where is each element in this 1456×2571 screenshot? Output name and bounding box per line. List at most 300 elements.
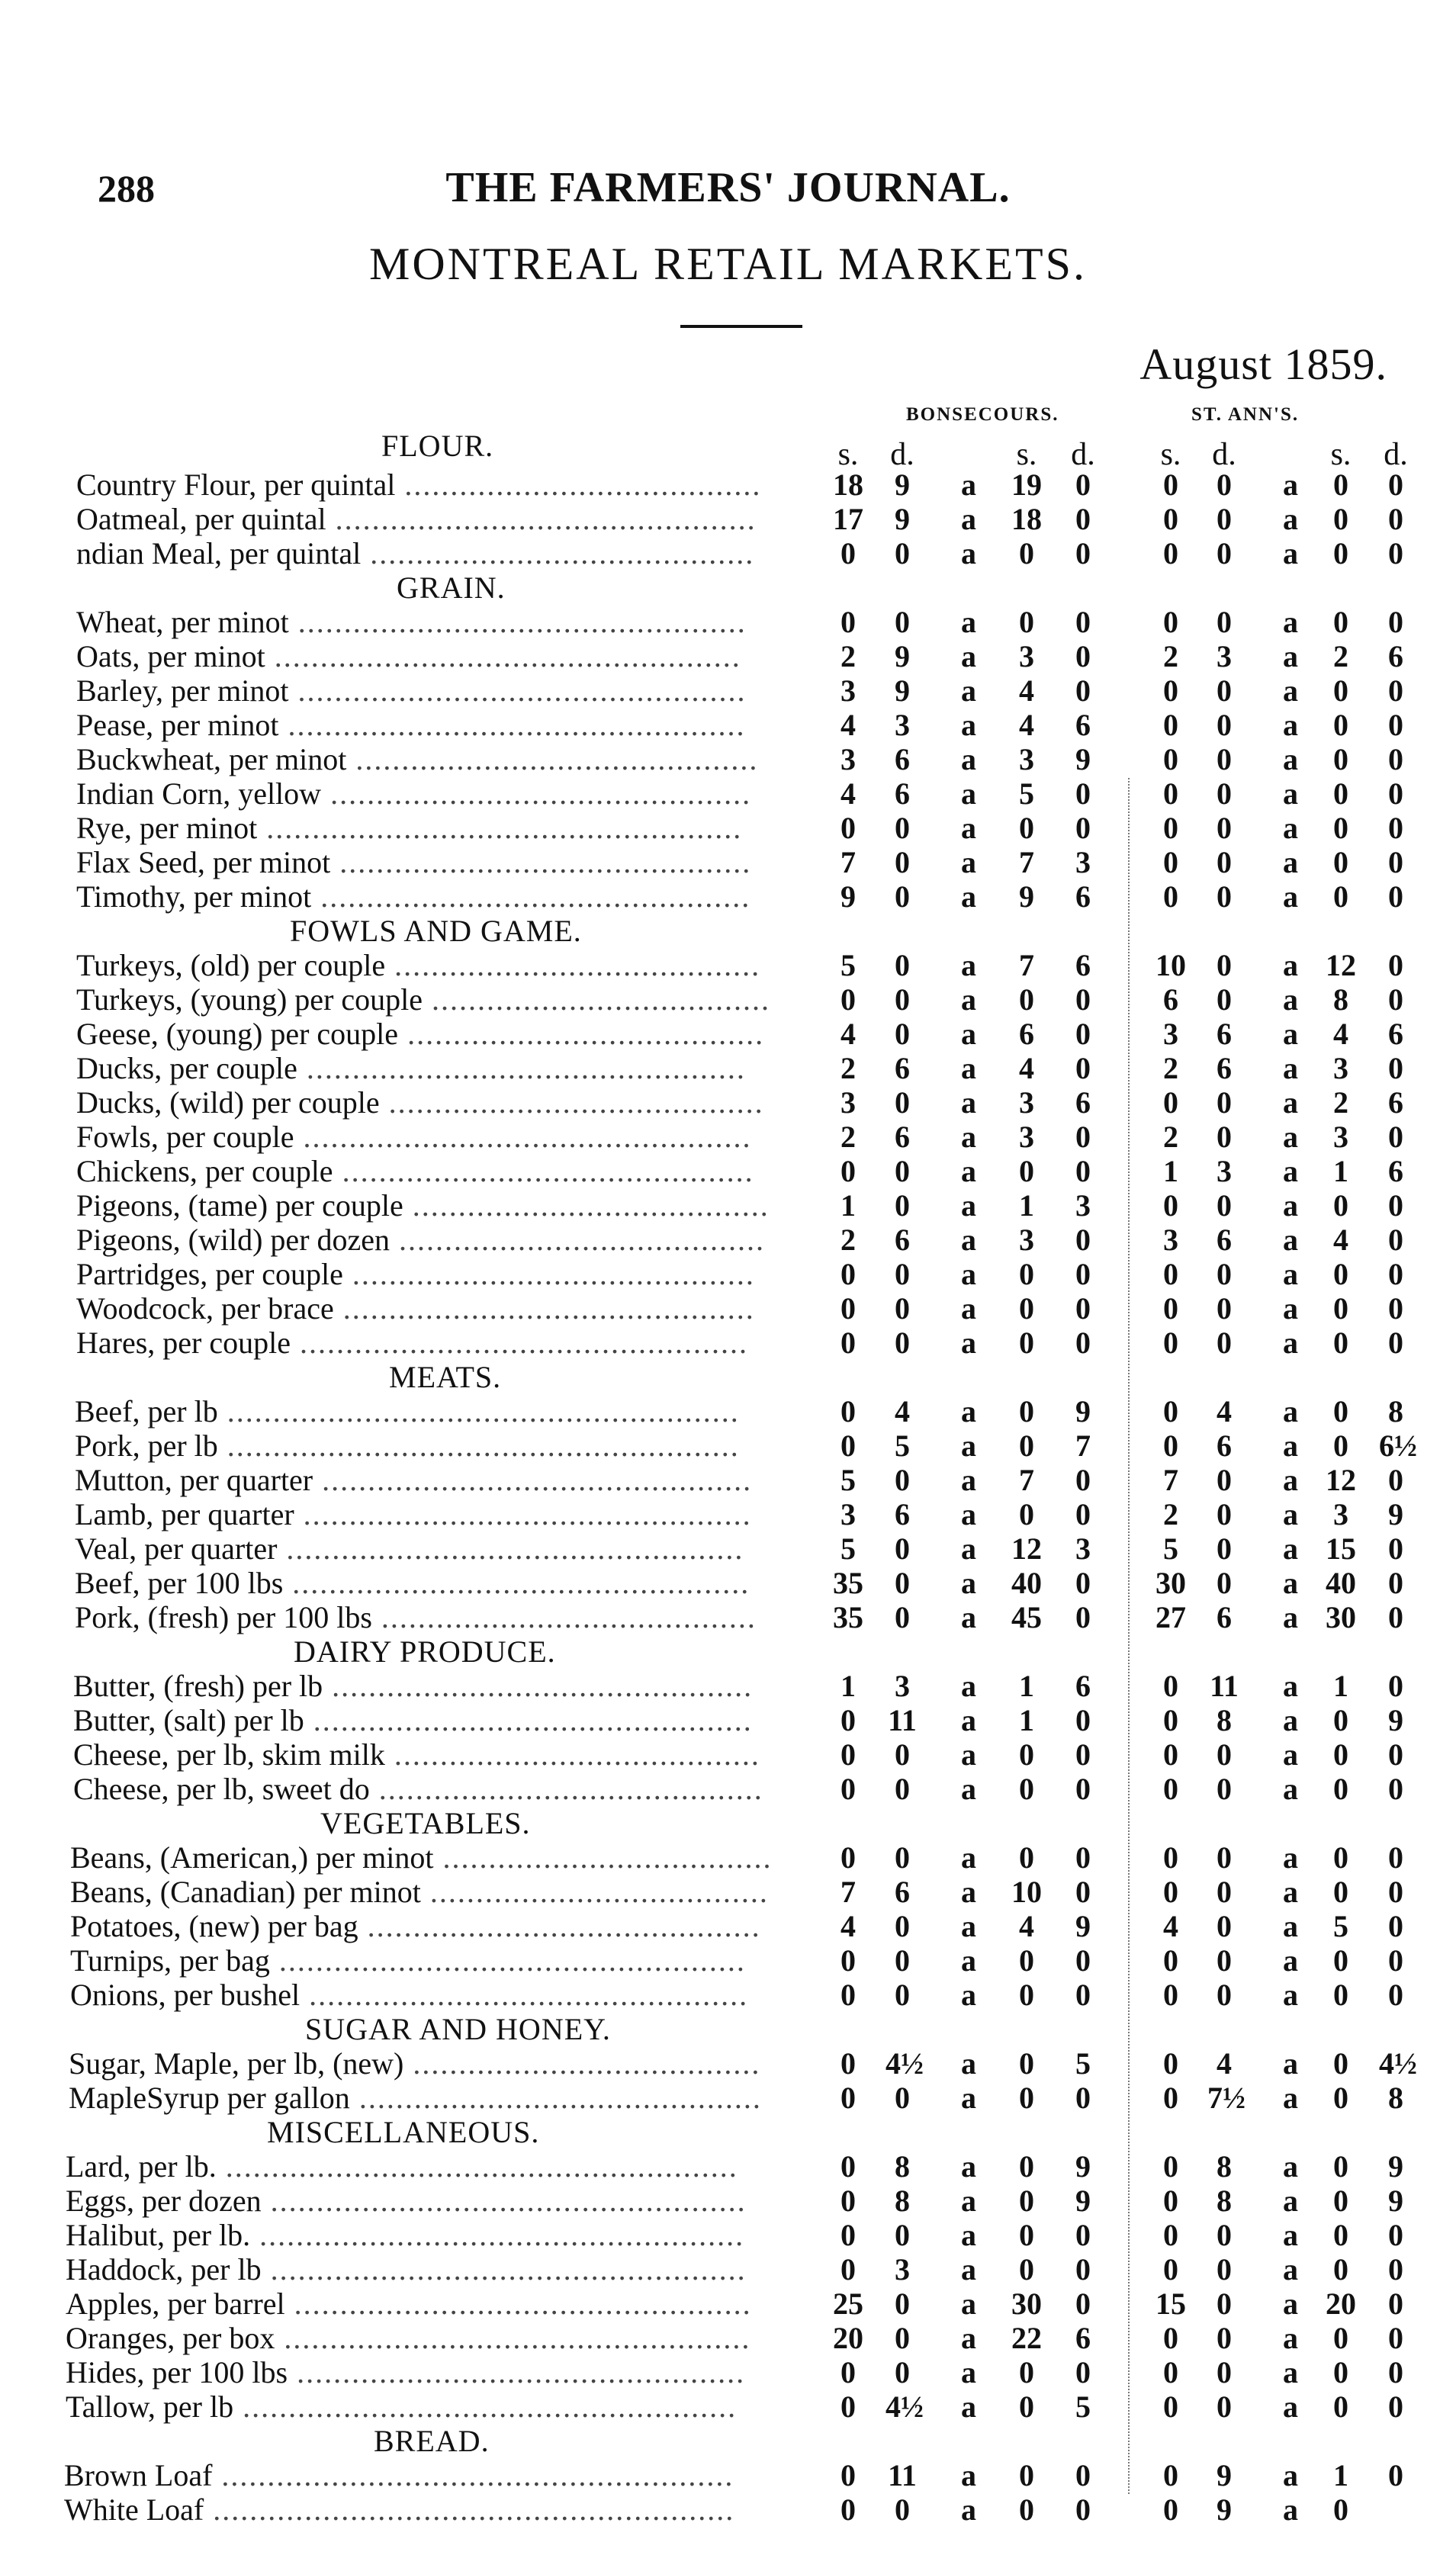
range-separator: a [1283, 1188, 1298, 1223]
price-cell: 3 [1019, 639, 1034, 673]
price-cell: 0 [840, 1154, 856, 1188]
price-cell: 2 [1163, 1120, 1178, 1154]
market-title: MONTREAL RETAIL MARKETS. [368, 239, 1088, 289]
price-cell: 0 [1019, 2355, 1034, 2389]
price-cell: 0 [1163, 1291, 1178, 1326]
price-cell: 0 [1163, 1840, 1178, 1875]
table-row [0, 1840, 1456, 1875]
price-cell: 0 [1075, 1051, 1091, 1085]
dot-leader: ........................................................ [217, 1429, 740, 1463]
price-cell: 12 [1011, 1531, 1042, 1566]
range-separator: a [961, 1463, 976, 1497]
table-row [0, 2184, 1456, 2218]
item-name: MapleSyrup per gallon [69, 2081, 350, 2115]
price-cell: 7 [840, 845, 856, 879]
section-heading: GRAIN. [397, 570, 506, 605]
price-cell: 0 [1388, 1566, 1403, 1600]
dot-leader: .................................................... [261, 2252, 747, 2287]
dot-leader: .................................................... [261, 2184, 747, 2218]
price-cell: 0 [1217, 742, 1232, 776]
item-name: Ducks, (wild) per couple [76, 1085, 380, 1120]
dot-leader: .................................................. [284, 2287, 752, 2321]
item-label [75, 1394, 740, 1429]
dot-leader: .................................................. [278, 708, 746, 742]
price-cell: 9 [895, 639, 910, 673]
price-cell: 0 [895, 1326, 910, 1360]
item-label [66, 2252, 747, 2287]
price-cell: 0 [1075, 1154, 1091, 1188]
dot-leader: .................................................... [257, 811, 743, 845]
section-heading: MISCELLANEOUS. [267, 2115, 540, 2149]
price-cell: 0 [1163, 1737, 1178, 1772]
price-cell: 4 [1217, 2046, 1232, 2081]
range-separator: a [961, 1188, 976, 1223]
price-cell: 0 [1333, 1429, 1348, 1463]
range-separator: a [1283, 1875, 1298, 1909]
price-cell: 0 [1019, 1978, 1034, 2012]
table-row [0, 1875, 1456, 1909]
table-row [0, 1943, 1456, 1978]
price-cell: 0 [1075, 1875, 1091, 1909]
table-row [0, 1394, 1456, 1429]
price-cell: 0 [1163, 1703, 1178, 1737]
price-cell: 0 [1333, 1291, 1348, 1326]
price-cell: 6 [1388, 1085, 1403, 1120]
range-separator: a [1283, 1394, 1298, 1429]
range-separator: a [1283, 2184, 1298, 2218]
price-cell: 0 [1388, 468, 1403, 502]
price-cell: 0 [1388, 2458, 1403, 2492]
unit-label: s. [837, 437, 859, 472]
dot-leader: .................................... [433, 1840, 773, 1875]
price-cell: 19 [1011, 468, 1042, 502]
table-row [0, 1566, 1456, 1600]
item-label [64, 2492, 734, 2527]
price-cell: 1 [1333, 1154, 1348, 1188]
price-cell: 0 [1333, 2149, 1348, 2184]
price-cell: 0 [840, 2149, 856, 2184]
price-cell: 8 [1333, 982, 1348, 1017]
price-cell: 0 [895, 1531, 910, 1566]
range-separator: a [1283, 1463, 1298, 1497]
price-cell: 0 [1163, 468, 1178, 502]
range-separator: a [961, 2458, 976, 2492]
item-name: Eggs, per dozen [66, 2184, 262, 2218]
price-cell: 4 [895, 1394, 910, 1429]
item-label [75, 1600, 757, 1634]
price-cell: 0 [1163, 673, 1178, 708]
price-cell: 0 [1163, 1188, 1178, 1223]
unit-label: d. [1071, 437, 1095, 472]
price-cell: 0 [840, 1943, 856, 1978]
price-cell: 0 [1019, 2149, 1034, 2184]
item-name: Pease, per minot [76, 708, 279, 742]
price-cell: 0 [1163, 1429, 1178, 1463]
price-cell: 0 [1163, 1772, 1178, 1806]
price-cell: 30 [1011, 2287, 1042, 2321]
price-cell: 6 [895, 1051, 910, 1085]
range-separator: a [961, 1223, 976, 1257]
price-cell: 0 [1388, 1051, 1403, 1085]
price-cell: 0 [1388, 845, 1403, 879]
price-cell: 0 [840, 1257, 856, 1291]
price-cell: 0 [895, 2218, 910, 2252]
price-cell: 0 [840, 536, 856, 570]
item-label [75, 1429, 740, 1463]
price-cell: 0 [1333, 2321, 1348, 2355]
dot-leader: ........................................................ [216, 2149, 738, 2184]
price-cell: 3 [1075, 1188, 1091, 1223]
item-name: Buckwheat, per minot [76, 742, 347, 776]
price-cell: 6 [1075, 948, 1091, 982]
table-row [0, 2218, 1456, 2252]
price-cell: 9 [895, 468, 910, 502]
item-label [76, 1223, 765, 1257]
range-separator: a [961, 1051, 976, 1085]
range-separator: a [1283, 1840, 1298, 1875]
range-separator: a [961, 639, 976, 673]
price-cell: 0 [895, 879, 910, 914]
price-cell: 0 [1333, 2218, 1348, 2252]
range-separator: a [961, 1326, 976, 1360]
dot-leader: ......................................................... [204, 2492, 735, 2527]
price-cell: 6 [1163, 982, 1178, 1017]
item-label [76, 1326, 748, 1360]
price-cell: 1 [1019, 1188, 1034, 1223]
price-cell: 22 [1011, 2321, 1042, 2355]
price-cell: 6 [1388, 1154, 1403, 1188]
price-cell: 0 [895, 1257, 910, 1291]
price-cell: 0 [1163, 502, 1178, 536]
section-heading: BREAD. [374, 2424, 490, 2458]
range-separator: a [961, 502, 976, 536]
dot-leader: ........................................... [358, 1909, 761, 1943]
price-cell: 0 [840, 2252, 856, 2287]
item-label [76, 673, 746, 708]
range-separator: a [1283, 1085, 1298, 1120]
item-label [75, 1531, 744, 1566]
price-cell: 20 [833, 2321, 863, 2355]
price-cell: 7 [1019, 845, 1034, 879]
table-row [0, 1085, 1456, 1120]
price-cell: 0 [1388, 1737, 1403, 1772]
table-row [0, 1703, 1456, 1737]
item-label [69, 2046, 760, 2081]
table-row [0, 1257, 1456, 1291]
item-name: Oatmeal, per quintal [76, 502, 326, 536]
journal-title: THE FARMERS' JOURNAL. [445, 164, 1011, 211]
item-label [76, 502, 757, 536]
price-cell: 0 [1163, 742, 1178, 776]
range-separator: a [961, 1497, 976, 1531]
table-row [0, 673, 1456, 708]
price-cell: 3 [895, 708, 910, 742]
price-cell: 9 [1075, 2184, 1091, 2218]
price-cell: 3 [1163, 1223, 1178, 1257]
price-cell: 0 [840, 1840, 856, 1875]
range-separator: a [1283, 845, 1298, 879]
price-cell: 4 [840, 1017, 856, 1051]
price-cell: 0 [1217, 2321, 1232, 2355]
price-cell: 0 [1075, 502, 1091, 536]
price-cell: 0 [895, 536, 910, 570]
price-cell: 0 [1333, 468, 1348, 502]
price-cell: 6 [1217, 1051, 1232, 1085]
price-cell: 0 [1333, 2389, 1348, 2424]
range-separator: a [1283, 2081, 1298, 2115]
item-name: Woodcock, per brace [76, 1291, 334, 1326]
item-label [70, 1943, 746, 1978]
price-cell: 0 [1075, 1463, 1091, 1497]
item-label [66, 2287, 752, 2321]
item-label [70, 1875, 769, 1909]
market-header-bonsecours: BONSECOURS. [906, 404, 1059, 425]
price-cell: 3 [840, 1085, 856, 1120]
item-label [76, 845, 751, 879]
price-cell: 6 [1388, 639, 1403, 673]
table-row [0, 2287, 1456, 2321]
item-name: Oranges, per box [66, 2321, 275, 2355]
range-separator: a [1283, 1669, 1298, 1703]
table-row [0, 1154, 1456, 1188]
price-cell: 0 [1388, 742, 1403, 776]
item-name: Tallow, per lb [66, 2389, 234, 2424]
price-cell: 0 [1163, 776, 1178, 811]
price-cell: 0 [895, 1737, 910, 1772]
dot-leader: ........................................................ [217, 1394, 740, 1429]
price-cell: 9 [1388, 2184, 1403, 2218]
price-cell: 0 [1075, 673, 1091, 708]
price-cell: 5 [1333, 1909, 1348, 1943]
price-cell: 0 [1388, 1600, 1403, 1634]
price-cell: 0 [840, 2046, 856, 2081]
dot-leader: ............................................. [333, 1154, 754, 1188]
unit-label: d. [1384, 437, 1408, 472]
price-cell: 2 [1163, 1051, 1178, 1085]
price-cell: 0 [1388, 536, 1403, 570]
price-cell: 0 [1333, 1875, 1348, 1909]
range-separator: a [1283, 1978, 1298, 2012]
price-cell: 0 [1075, 2252, 1091, 2287]
item-label [69, 2081, 762, 2115]
price-cell: 3 [840, 1497, 856, 1531]
price-cell: 0 [1333, 1326, 1348, 1360]
price-cell: 0 [1388, 1840, 1403, 1875]
dot-leader: .............................................. [321, 776, 752, 811]
item-label [76, 1120, 752, 1154]
price-cell: 0 [1019, 2252, 1034, 2287]
item-name: Country Flour, per quintal [76, 468, 396, 502]
price-cell: 7 [1075, 1429, 1091, 1463]
price-cell: 0 [1333, 845, 1348, 879]
price-cell: 4 [840, 708, 856, 742]
price-cell: 5 [840, 1463, 856, 1497]
price-cell: 4 [1019, 708, 1034, 742]
price-cell: 5 [1075, 2046, 1091, 2081]
table-row [0, 2081, 1456, 2115]
price-cell: 2 [840, 639, 856, 673]
item-name: Barley, per minot [76, 673, 289, 708]
item-label [76, 536, 754, 570]
item-label [75, 1566, 750, 1600]
price-cell: 0 [1075, 639, 1091, 673]
range-separator: a [961, 673, 976, 708]
range-separator: a [961, 1085, 976, 1120]
price-cell: 0 [1388, 1257, 1403, 1291]
range-separator: a [1283, 1497, 1298, 1531]
range-separator: a [961, 2252, 976, 2287]
price-cell: 0 [1388, 982, 1403, 1017]
price-cell: 0 [1163, 1257, 1178, 1291]
price-cell: 0 [895, 605, 910, 639]
table-row [0, 639, 1456, 673]
item-name: Beans, (Canadian) per minot [70, 1875, 421, 1909]
price-cell: 0 [1075, 811, 1091, 845]
price-cell: 0 [840, 605, 856, 639]
dot-leader: ................................................. [288, 605, 747, 639]
range-separator: a [1283, 1600, 1298, 1634]
table-row [0, 1669, 1456, 1703]
price-cell: 0 [1388, 673, 1403, 708]
price-cell: 0 [1217, 708, 1232, 742]
price-cell: 18 [1011, 502, 1042, 536]
price-cell: 0 [1333, 673, 1348, 708]
price-cell: 0 [840, 1772, 856, 1806]
price-cell: 0 [895, 1188, 910, 1223]
price-cell: 0 [1217, 2218, 1232, 2252]
price-cell: 0 [1388, 2252, 1403, 2287]
price-cell: 0 [1163, 1085, 1178, 1120]
table-row [0, 2492, 1456, 2527]
price-cell: 0 [1388, 811, 1403, 845]
item-label [76, 1085, 764, 1120]
price-cell: 0 [1217, 1566, 1232, 1600]
price-cell: 0 [840, 982, 856, 1017]
price-cell: 11 [888, 2458, 917, 2492]
dot-leader: ......................................... [371, 1600, 757, 1634]
price-cell: 4 [840, 1909, 856, 1943]
price-cell: 0 [1019, 1737, 1034, 1772]
price-cell: 4 [1019, 1051, 1034, 1085]
range-separator: a [1283, 2389, 1298, 2424]
price-cell: 0 [1388, 1978, 1403, 2012]
price-cell: 0 [1217, 2252, 1232, 2287]
price-cell: 6 [1217, 1223, 1232, 1257]
price-cell: 0 [1019, 1840, 1034, 1875]
range-separator: a [961, 2046, 976, 2081]
range-separator: a [1283, 1909, 1298, 1943]
price-cell: 7 [1163, 1463, 1178, 1497]
table-row [0, 845, 1456, 879]
item-label [66, 2218, 744, 2252]
price-cell: 0 [895, 2355, 910, 2389]
price-cell: 35 [833, 1566, 863, 1600]
price-cell: 6 [895, 1120, 910, 1154]
price-cell: 8 [895, 2184, 910, 2218]
price-cell: 0 [895, 1772, 910, 1806]
price-cell: 9 [1388, 1703, 1403, 1737]
dot-leader: ............................................. [333, 1291, 755, 1326]
range-separator: a [1283, 811, 1298, 845]
price-cell: 2 [840, 1051, 856, 1085]
price-cell: 0 [1388, 2389, 1403, 2424]
dot-leader: ............................................ [349, 2081, 762, 2115]
price-cell: 2 [1333, 1085, 1348, 1120]
table-row [0, 1772, 1456, 1806]
item-label [76, 468, 761, 502]
price-cell: 0 [1019, 1257, 1034, 1291]
item-label [73, 1703, 753, 1737]
item-label [64, 2458, 734, 2492]
price-cell: 0 [1075, 2287, 1091, 2321]
unit-label: s. [1330, 437, 1352, 472]
item-name: Turkeys, (old) per couple [76, 948, 386, 982]
item-label [76, 1051, 746, 1085]
price-cell: 3 [1217, 639, 1232, 673]
price-cell: 0 [1333, 605, 1348, 639]
price-cell: 0 [1333, 2492, 1348, 2527]
price-cell: 1 [1163, 1154, 1178, 1188]
item-name: Potatoes, (new) per bag [70, 1909, 358, 1943]
price-cell: 0 [1163, 845, 1178, 879]
item-name: Sugar, Maple, per lb, (new) [69, 2046, 404, 2081]
price-cell: 6 [895, 776, 910, 811]
price-cell: 0 [1163, 1394, 1178, 1429]
item-name: Brown Loaf [64, 2458, 213, 2492]
price-cell: 6 [1217, 1429, 1232, 1463]
dot-leader: .................................................. [277, 1531, 744, 1566]
range-separator: a [1283, 1051, 1298, 1085]
price-cell: 0 [1217, 1531, 1232, 1566]
item-name: Pork, per lb [75, 1429, 218, 1463]
price-cell: 0 [895, 1291, 910, 1326]
item-name: Cheese, per lb, skim milk [73, 1737, 385, 1772]
range-separator: a [961, 2081, 976, 2115]
item-name: Chickens, per couple [76, 1154, 333, 1188]
price-cell: 0 [1019, 2492, 1034, 2527]
price-cell: 0 [895, 845, 910, 879]
price-cell: 0 [1217, 982, 1232, 1017]
price-cell: 0 [1075, 2218, 1091, 2252]
price-cell: 0 [895, 2492, 910, 2527]
price-cell: 0 [1333, 1840, 1348, 1875]
price-cell: 5 [1163, 1531, 1178, 1566]
price-cell: 0 [1217, 1840, 1232, 1875]
price-cell: 0 [1075, 1772, 1091, 1806]
dot-leader: .............................................. [326, 502, 757, 536]
range-separator: a [1283, 1257, 1298, 1291]
price-cell: 0 [1163, 2458, 1178, 2492]
price-cell: 12 [1326, 1463, 1356, 1497]
price-cell: 1 [1019, 1669, 1034, 1703]
price-cell: 0 [1163, 2218, 1178, 2252]
price-cell: 2 [1163, 639, 1178, 673]
price-cell: 0 [1217, 673, 1232, 708]
price-cell: 0 [895, 1909, 910, 1943]
price-cell: 8 [1217, 2184, 1232, 2218]
section-heading: VEGETABLES. [320, 1806, 531, 1840]
item-label [76, 776, 751, 811]
price-cell: 4½ [885, 2046, 924, 2081]
dot-leader: ............................................... [313, 1463, 753, 1497]
price-cell: 0 [1217, 948, 1232, 982]
dot-leader: ............................................ [346, 742, 759, 776]
price-cell: 1 [840, 1669, 856, 1703]
table-row [0, 1017, 1456, 1051]
item-name: Indian Corn, yellow [76, 776, 322, 811]
price-cell: 0 [1019, 2081, 1034, 2115]
unit-label: s. [1160, 437, 1181, 472]
